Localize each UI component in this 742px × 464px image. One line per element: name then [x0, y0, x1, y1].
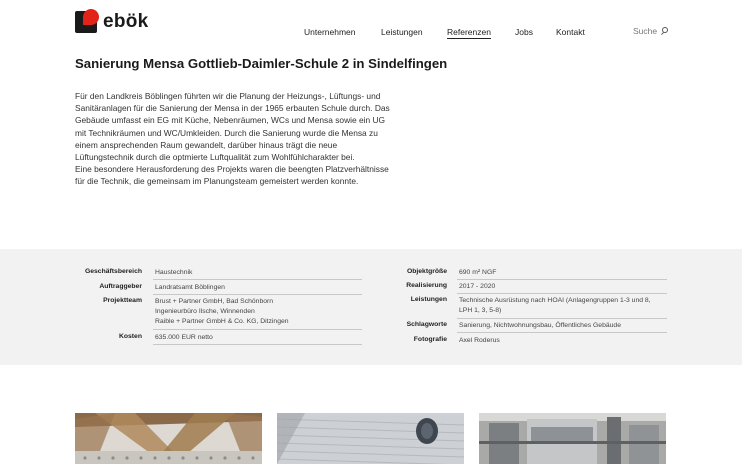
- fact-value-projektteam-3: Raible + Partner GmbH & Co. KG, Ditzingen: [155, 318, 289, 325]
- fact-value-schlagworte: Sanierung, Nichtwohnungsbau, Öffentliches Gebäude: [459, 322, 621, 329]
- fact-label-auftraggeber: Auftraggeber: [99, 283, 142, 290]
- fact-label-projektteam: Projektteam: [103, 297, 142, 304]
- gallery-photo-technical-room[interactable]: [479, 413, 666, 464]
- fact-value-kosten: 635.000 EUR netto: [155, 334, 213, 341]
- fact-divider: [457, 293, 667, 294]
- nav-jobs[interactable]: Jobs: [515, 27, 533, 37]
- gallery-photo-ceiling-beams[interactable]: [75, 413, 262, 464]
- description-line: Gebäude umfasst ein EG mit Küche, Nebenräumen, WCs und Mensa sowie ein UG: [75, 115, 386, 126]
- fact-value-geschaeftsbereich: Haustechnik: [155, 269, 193, 276]
- fact-label-geschaeftsbereich: Geschäftsbereich: [84, 268, 142, 275]
- fact-label-objektgroesse: Objektgröße: [406, 268, 447, 275]
- ceiling-beams-image: [75, 413, 262, 464]
- search-label: Suche: [633, 26, 658, 36]
- main-nav: [0, 27, 742, 41]
- nav-referenzen[interactable]: Referenzen: [447, 27, 491, 37]
- fact-label-leistungen: Leistungen: [410, 296, 447, 303]
- fact-label-kosten: Kosten: [118, 333, 142, 340]
- project-facts: [0, 249, 742, 365]
- search-button[interactable]: [633, 26, 669, 36]
- fact-value-realisierung: 2017 - 2020: [459, 283, 496, 290]
- wall-ventilation-image: [277, 413, 464, 464]
- fact-divider: [153, 329, 362, 330]
- description-line: Lüftungstechnik durch die optmierte Luftqualität zum Wohlfühlcharakter bei.: [75, 152, 355, 163]
- nav-kontakt[interactable]: Kontakt: [556, 27, 585, 37]
- fact-value-objektgroesse: 690 m² NGF: [459, 269, 497, 276]
- nav-leistungen[interactable]: Leistungen: [381, 27, 423, 37]
- project-description: [75, 90, 455, 188]
- site-header: [0, 0, 742, 50]
- fact-divider: [457, 332, 667, 333]
- description-line: Eine besondere Herausforderung des Projekts waren die beengten Platzverhältnisse: [75, 164, 389, 175]
- description-line: Für den Landkreis Böblingen führten wir die Planung der Heizungs-, Lüftungs- und: [75, 91, 381, 101]
- fact-value-projektteam-1: Brust + Partner GmbH, Bad Schönborn: [155, 298, 274, 305]
- fact-divider: [457, 279, 667, 280]
- fact-label-realisierung: Realisierung: [406, 282, 447, 289]
- fact-divider: [153, 294, 362, 295]
- fact-label-schlagworte: Schlagworte: [406, 321, 447, 328]
- gallery-photo-wall-ventilation[interactable]: [277, 413, 464, 464]
- description-line: Sanitäranlagen für die Sanierung der Mensa in der 1965 erbauten Schule durch. Das: [75, 103, 390, 114]
- fact-value-leistungen-1: Technische Ausrüstung nach HOAI (Anlagengruppen 1-3 und 8,: [459, 297, 651, 304]
- fact-divider: [153, 279, 362, 280]
- fact-value-projektteam-2: Ingenieurbüro Ilsche, Winnenden: [155, 308, 255, 315]
- page-title: Sanierung Mensa Gottlieb-Daimler-Schule 2 in Sindelfingen: [75, 56, 448, 71]
- description-line: einem ansprechenden Raum gewandelt, darüber hinaus trägt die neue: [75, 139, 338, 150]
- description-line: mit Technikräumen und WC/Umkleiden. Durch die Sanierung wurde die Mensa zu: [75, 127, 378, 138]
- nav-unternehmen[interactable]: Unternehmen: [304, 27, 356, 37]
- fact-divider: [153, 344, 362, 345]
- technical-room-image: [479, 413, 666, 464]
- description-line: für die Technik, die gemeinsam im Planungsteam gemeistert werden konnte.: [75, 176, 359, 187]
- logo-text: ebök: [103, 11, 149, 32]
- fact-value-fotografie: Axel Roderus: [459, 337, 500, 344]
- fact-divider: [457, 318, 667, 319]
- fact-value-auftraggeber: Landratsamt Böblingen: [155, 284, 225, 291]
- fact-label-fotografie: Fotografie: [413, 336, 447, 343]
- magnifier-icon: [660, 27, 669, 36]
- fact-value-leistungen-2: LPH 1, 3, 5-8): [459, 307, 502, 314]
